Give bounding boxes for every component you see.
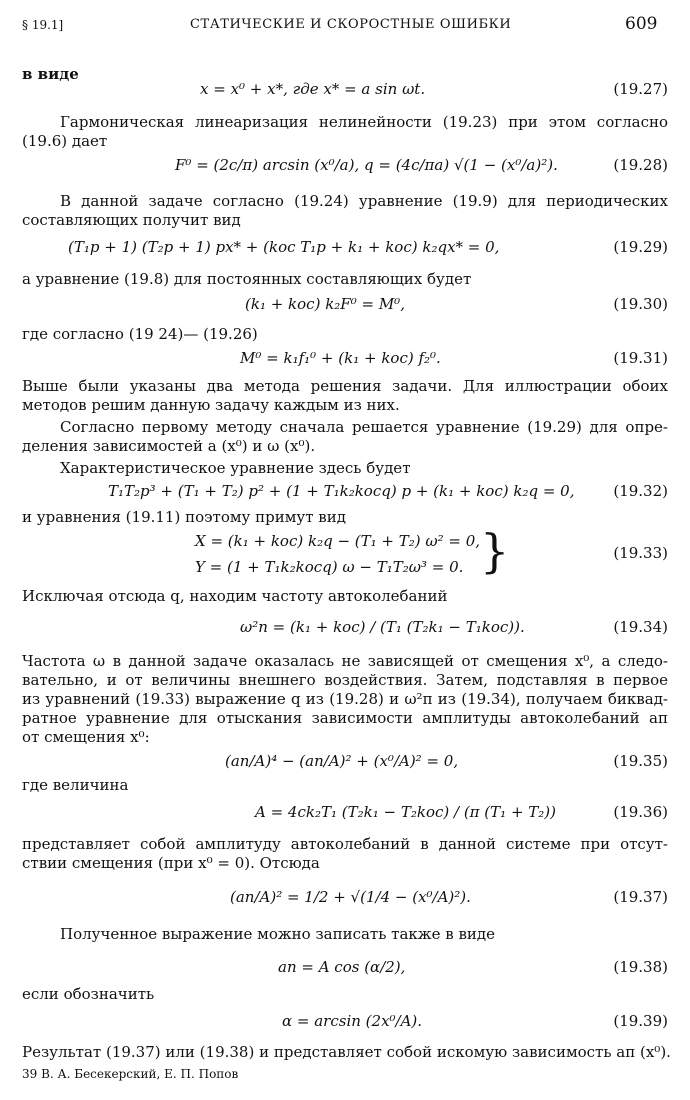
equation-body-line-1: X = (k₁ + kос) k₂q − (T₁ + T₂) ω² = 0, [195, 532, 481, 550]
equation-number: (19.37) [613, 888, 668, 906]
equation-number: (19.32) [613, 482, 668, 500]
paragraph-text: Частота ω в данной задаче оказалась не зависящей от смещения x⁰, а следо- [22, 652, 668, 670]
equation-body-line-2: Y = (1 + T₁k₂kосq) ω − T₁T₂ω³ = 0. [195, 558, 464, 576]
paragraph-text: если обозначить [22, 985, 155, 1003]
paragraph-text: представляет собой амплитуду автоколебаний в данной системе при отсут- [22, 835, 668, 853]
paragraph-text: от смещения x⁰: [22, 728, 150, 746]
equation-number: (19.29) [613, 238, 668, 256]
paragraph-text: Согласно первому методу сначала решается уравнение (19.29) для опре- [60, 418, 668, 436]
section-ref: § 19.1] [22, 18, 64, 32]
paragraph-text: (19.6) дает [22, 132, 108, 150]
equation-number: (19.38) [613, 958, 668, 976]
paragraph-text: из уравнений (19.33) выражение q из (19.28) и ω²п из (19.34), получаем биквад- [22, 690, 668, 708]
equation-body: F⁰ = (2c/π) arcsin (x⁰/a), q = (4c/πa) √(1 − (x⁰/a)²). [175, 156, 558, 174]
paragraph-text: где величина [22, 776, 129, 794]
running-title: СТАТИЧЕСКИЕ И СКОРОСТНЫЕ ОШИБКИ [190, 17, 512, 32]
equation-number: (19.36) [613, 803, 668, 821]
paragraph-text: деления зависимостей a (x⁰) и ω (x⁰). [22, 437, 316, 455]
equation-body: (aп/A)⁴ − (aп/A)² + (x⁰/A)² = 0, [225, 752, 459, 770]
paragraph-text: в виде [22, 65, 79, 83]
paragraph-text: Гармоническая линеаризация нелинейности (19.23) при этом согласно [60, 113, 668, 131]
equation-number: (19.33) [613, 544, 668, 562]
equation-number: (19.39) [613, 1012, 668, 1030]
paragraph-text: где согласно (19 24)— (19.26) [22, 325, 258, 343]
paragraph-text: Результат (19.37) или (19.38) и представляет собой искомую зависимость aп (x⁰). [22, 1043, 671, 1061]
right-brace: } [480, 524, 510, 578]
equation-body: T₁T₂p³ + (T₁ + T₂) p² + (1 + T₁k₂kосq) p + (k₁ + kос) k₂q = 0, [108, 482, 575, 500]
paragraph-text: ратное уравнение для отыскания зависимости амплитуды автоколебаний aп [22, 709, 668, 727]
paragraph-text: Полученное выражение можно записать также в виде [60, 925, 495, 943]
equation-body: aп = A cos (α/2), [278, 958, 406, 976]
page-footer: 39 В. А. Бесекерский, Е. П. Попов [22, 1067, 239, 1081]
equation-number: (19.30) [613, 295, 668, 313]
paragraph-text: составляющих получит вид [22, 211, 241, 229]
paragraph-text: а уравнение (19.8) для постоянных составляющих будет [22, 270, 472, 288]
equation-number: (19.27) [613, 80, 668, 98]
paragraph-text: В данной задаче согласно (19.24) уравнение (19.9) для периодических [60, 192, 668, 210]
equation-number: (19.34) [613, 618, 668, 636]
equation-body: (T₁p + 1) (T₂p + 1) px* + (kос T₁p + k₁ + kос) k₂qx* = 0, [68, 238, 500, 256]
paragraph-text: ствии смещения (при x⁰ = 0). Отсюда [22, 854, 320, 872]
paragraph-text: и уравнения (19.11) поэтому примут вид [22, 508, 346, 526]
equation-body: x = x⁰ + x*, где x* = a sin ωt. [200, 80, 426, 98]
page-number: 609 [625, 14, 658, 34]
equation-body: M⁰ = k₁f₁⁰ + (k₁ + kос) f₂⁰. [240, 349, 441, 367]
paragraph-text: Исключая отсюда q, находим частоту автоколебаний [22, 587, 448, 605]
paragraph-text: методов решим данную задачу каждым из них. [22, 396, 400, 414]
equation-number: (19.28) [613, 156, 668, 174]
equation-body: A = 4ck₂T₁ (T₂k₁ − T₂kос) / (π (T₁ + T₂)) [255, 803, 557, 821]
equation-body: α = arcsin (2x⁰/A). [282, 1012, 423, 1030]
paragraph-text: Выше были указаны два метода решения задачи. Для иллюстрации обоих [22, 377, 668, 395]
running-header [0, 14, 690, 36]
equation-body: (aп/A)² = 1/2 + √(1/4 − (x⁰/A)²). [230, 888, 471, 906]
equation-body: (k₁ + kос) k₂F⁰ = M⁰, [245, 295, 405, 313]
equation-body: ω²п = (k₁ + kос) / (T₁ (T₂k₁ − T₁kос)). [240, 618, 525, 636]
paragraph-text: Характеристическое уравнение здесь будет [60, 459, 411, 477]
equation-number: (19.31) [613, 349, 668, 367]
equation-number: (19.35) [613, 752, 668, 770]
paragraph-text: вательно, и от величины внешнего воздействия. Затем, подставляя в первое [22, 671, 668, 689]
